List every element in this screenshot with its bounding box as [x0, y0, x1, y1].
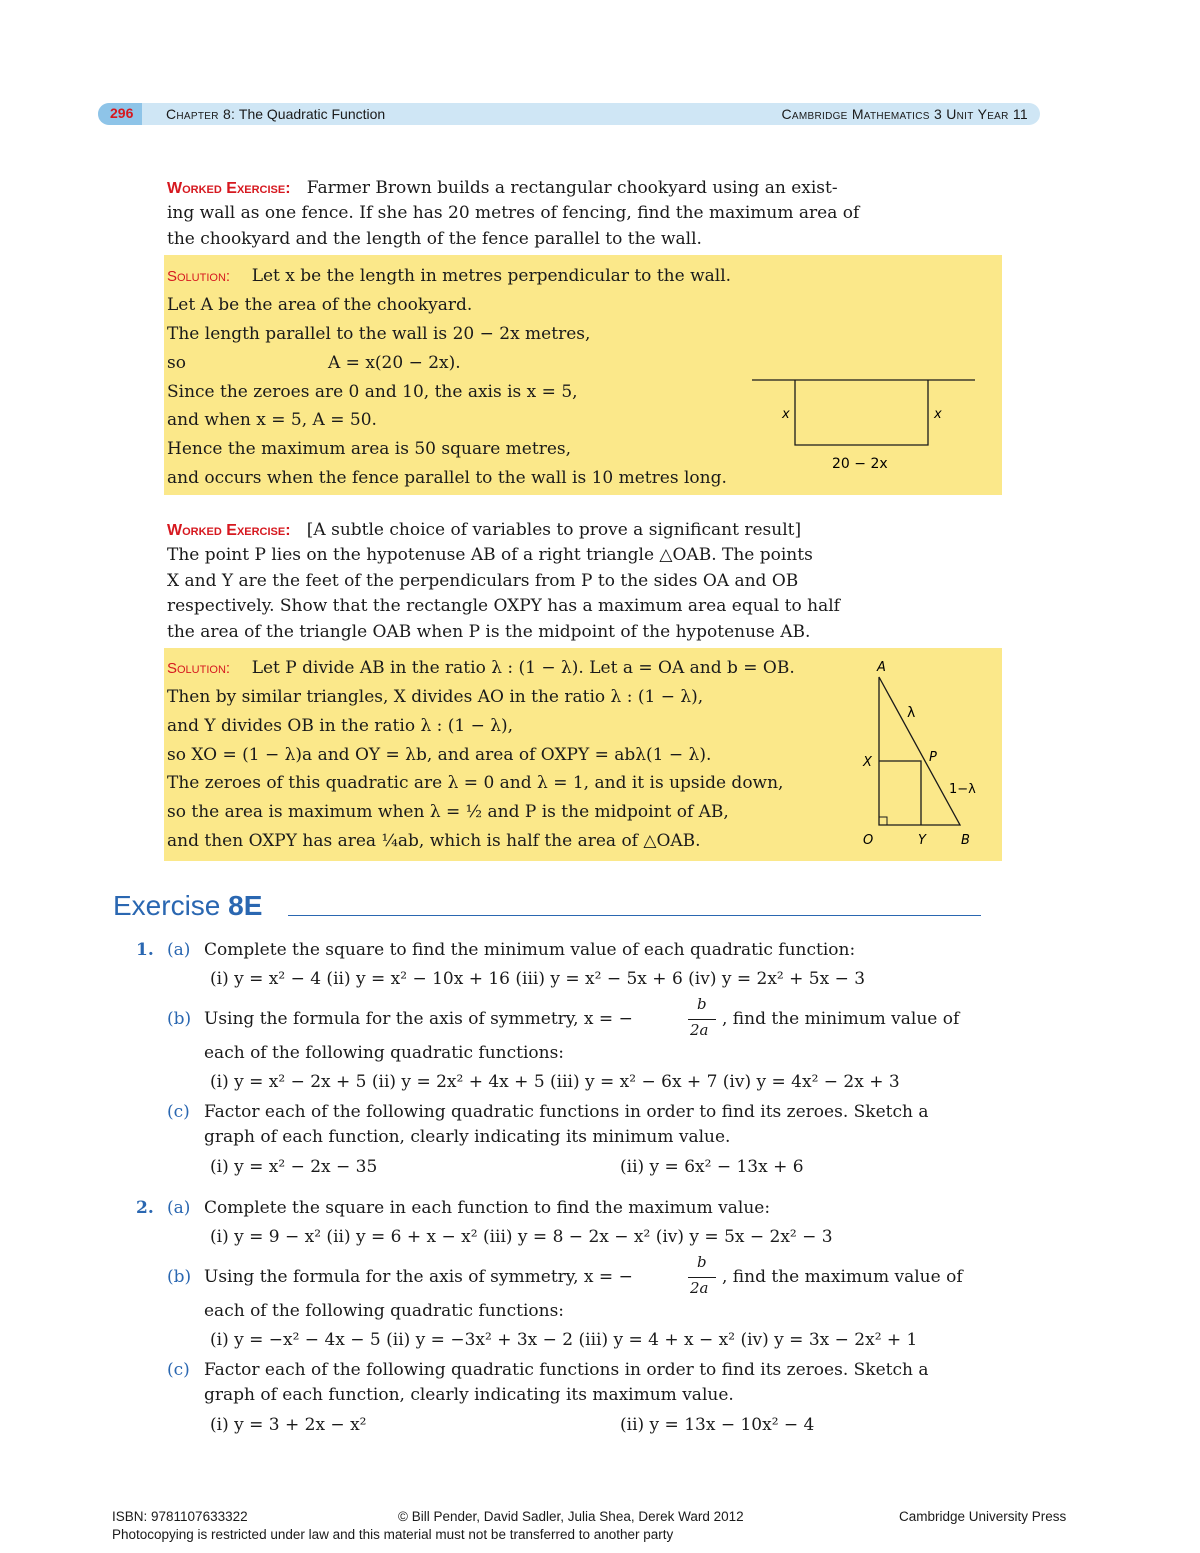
solution-line-6: so the area is maximum when λ = ½ and P is the midpoint of AB, [167, 802, 729, 822]
question-2-number: 2. [136, 1198, 154, 1218]
bottom-side-label: 20 − 2x [832, 456, 888, 472]
one-minus-lambda-label: 1−λ [949, 782, 976, 797]
worked-exercise-2-heading: Worked Exercise: [167, 522, 291, 539]
footer-notice: Photocopying is restricted under law and this material must not be transferred to another party [112, 1527, 674, 1542]
solution-line-3: and Y divides OB in the ratio λ : (1 − λ), [167, 716, 514, 736]
solution-line-5: The zeroes of this quadratic are λ = 0 and λ = 1, and it is upside down, [167, 773, 784, 793]
question-1a-label: (a) [167, 940, 191, 960]
question-2b-label: (b) [167, 1267, 192, 1287]
question-1c-text-2: graph of each function, clearly indicating its minimum value. [204, 1127, 731, 1147]
question-1c-item-1: (i) y = x² − 2x − 35 [210, 1157, 378, 1177]
question-1b-text: Using the formula for the axis of symmetry, x = − [204, 1009, 633, 1029]
solution-line-3: The length parallel to the wall is 20 − 2x metres, [167, 324, 591, 344]
lambda-label: λ [907, 705, 916, 721]
exercise-title-rule [288, 915, 981, 916]
solution-line-1 [167, 658, 795, 678]
right-angle-mark [879, 817, 887, 825]
footer-publisher: Cambridge University Press [899, 1509, 1067, 1524]
question-1b-fraction-bar [688, 1019, 716, 1020]
question-2c-label: (c) [167, 1360, 190, 1380]
question-2a-items: (i) y = 9 − x² (ii) y = 6 + x − x² (iii) y = 8 − 2x − x² (iv) y = 5x − 2x² − 3 [210, 1227, 833, 1247]
exercise-title-prefix: Exercise [113, 890, 221, 921]
question-2b-fraction-denominator: 2a [690, 1279, 709, 1297]
worked-exercise-1-heading: Worked Exercise: [167, 180, 291, 197]
solution-heading: Solution: [167, 660, 231, 677]
question-1-number: 1. [136, 940, 154, 960]
solution-line-1 [167, 266, 731, 286]
solution-line-4: so [167, 353, 186, 373]
page-number: 296 [110, 105, 134, 121]
question-2b-fraction-numerator: b [697, 1253, 707, 1271]
vertex-o-label: O [863, 833, 874, 848]
solution-line-4-equation: A = x(20 − 2x). [328, 353, 461, 373]
question-2b-text-2: each of the following quadratic functions: [204, 1301, 565, 1321]
question-2a-text: Complete the square in each function to find the maximum value: [204, 1198, 771, 1218]
question-2b-items: (i) y = −x² − 4x − 5 (ii) y = −3x² + 3x − 2 (iii) y = 4 + x − x² (iv) y = 3x − 2x² + 1 [210, 1330, 918, 1350]
question-1c-label: (c) [167, 1102, 190, 1122]
question-1b-fraction-numerator: b [697, 995, 707, 1013]
problem-line: respectively. Show that the rectangle OXPY has a maximum area equal to half [167, 596, 840, 617]
exercise-title-id: 8E [228, 890, 263, 921]
chapter-prefix: Chapter 8: [166, 106, 236, 122]
book-title: Cambridge Mathematics 3 Unit Year 11 [781, 106, 1028, 122]
vertex-a-label: A [877, 660, 886, 675]
worked-exercise-1-problem [167, 176, 900, 252]
question-1b-items: (i) y = x² − 2x + 5 (ii) y = 2x² + 4x + 5 (iii) y = x² − 6x + 7 (iv) y = 4x² − 2x + 3 [210, 1072, 900, 1092]
question-1c-text: Factor each of the following quadratic functions in order to find its zeroes. Sketch a [204, 1102, 929, 1122]
question-2c-item-2: (ii) y = 13x − 10x² − 4 [620, 1415, 815, 1435]
point-y-label: Y [918, 833, 926, 848]
problem-line: ing wall as one fence. If she has 20 metres of fencing, find the maximum area of [167, 203, 860, 224]
question-1b-text-2: each of the following quadratic functions: [204, 1043, 565, 1063]
question-1b-label: (b) [167, 1009, 192, 1029]
left-side-label: x [782, 407, 790, 422]
question-2a-label: (a) [167, 1198, 191, 1218]
solution-line-5: Since the zeroes are 0 and 10, the axis is x = 5, [167, 382, 578, 402]
solution-text: Let P divide AB in the ratio λ : (1 − λ). Let a = OA and b = OB. [251, 658, 795, 678]
rectangle-oxpy [879, 761, 921, 825]
chapter-heading [166, 106, 385, 122]
solution-text: Let x be the length in metres perpendicular to the wall. [251, 266, 732, 286]
problem-line: the chookyard and the length of the fence parallel to the wall. [167, 228, 702, 249]
fence-rectangle [795, 380, 928, 445]
worked-exercise-2-problem [167, 518, 900, 645]
question-1c-item-2: (ii) y = 6x² − 13x + 6 [620, 1157, 804, 1177]
problem-line: the area of the triangle OAB when P is the midpoint of the hypotenuse AB. [167, 621, 811, 642]
question-2b-text-after: , find the maximum value of [722, 1267, 963, 1287]
question-2c-text: Factor each of the following quadratic functions in order to find its zeroes. Sketch a [204, 1360, 929, 1380]
solution-line-8: and occurs when the fence parallel to the wall is 10 metres long. [167, 468, 727, 488]
solution-line-4: so XO = (1 − λ)a and OY = λb, and area of OXPY = abλ(1 − λ). [167, 745, 712, 765]
solution-line-2: Then by similar triangles, X divides AO in the ratio λ : (1 − λ), [167, 687, 704, 707]
problem-line: The point P lies on the hypotenuse AB of a right triangle △OAB. The points [167, 545, 813, 566]
solution-line-2: Let A be the area of the chookyard. [167, 295, 473, 315]
question-1a-items: (i) y = x² − 4 (ii) y = x² − 10x + 16 (iii) y = x² − 5x + 6 (iv) y = 2x² + 5x − 3 [210, 969, 866, 989]
question-2c-text-2: graph of each function, clearly indicating its maximum value. [204, 1385, 734, 1405]
footer-copyright: © Bill Pender, David Sadler, Julia Shea, Derek Ward 2012 [398, 1509, 744, 1524]
triangle-oab [879, 677, 960, 825]
worked-exercise-2-subtitle: [A subtle choice of variables to prove a significant result] [306, 520, 802, 540]
point-x-label: X [863, 755, 872, 770]
question-1b-text-after: , find the minimum value of [722, 1009, 960, 1029]
solution-heading: Solution: [167, 268, 231, 285]
question-2c-item-1: (i) y = 3 + 2x − x² [210, 1415, 367, 1435]
footer-isbn: ISBN: 9781107633322 [112, 1509, 248, 1524]
solution-line-6: and when x = 5, A = 50. [167, 410, 377, 430]
question-2b-text: Using the formula for the axis of symmetry, x = − [204, 1267, 633, 1287]
right-side-label: x [934, 407, 942, 422]
chapter-title: The Quadratic Function [238, 106, 386, 122]
problem-line: Farmer Brown builds a rectangular chookyard using an exist- [306, 178, 838, 198]
vertex-b-label: B [961, 833, 970, 848]
point-p-label: P [929, 750, 937, 765]
chookyard-diagram [750, 370, 980, 475]
question-2b-fraction-bar [688, 1277, 716, 1278]
problem-line: X and Y are the feet of the perpendiculars from P to the sides OA and OB [167, 570, 799, 591]
solution-line-7: and then OXPY has area ¼ab, which is half the area of △OAB. [167, 831, 701, 851]
exercise-title [113, 890, 262, 922]
question-1a-text: Complete the square to find the minimum value of each quadratic function: [204, 940, 856, 960]
solution-line-7: Hence the maximum area is 50 square metres, [167, 439, 572, 459]
question-1b-fraction-denominator: 2a [690, 1021, 709, 1039]
triangle-diagram [855, 655, 985, 855]
